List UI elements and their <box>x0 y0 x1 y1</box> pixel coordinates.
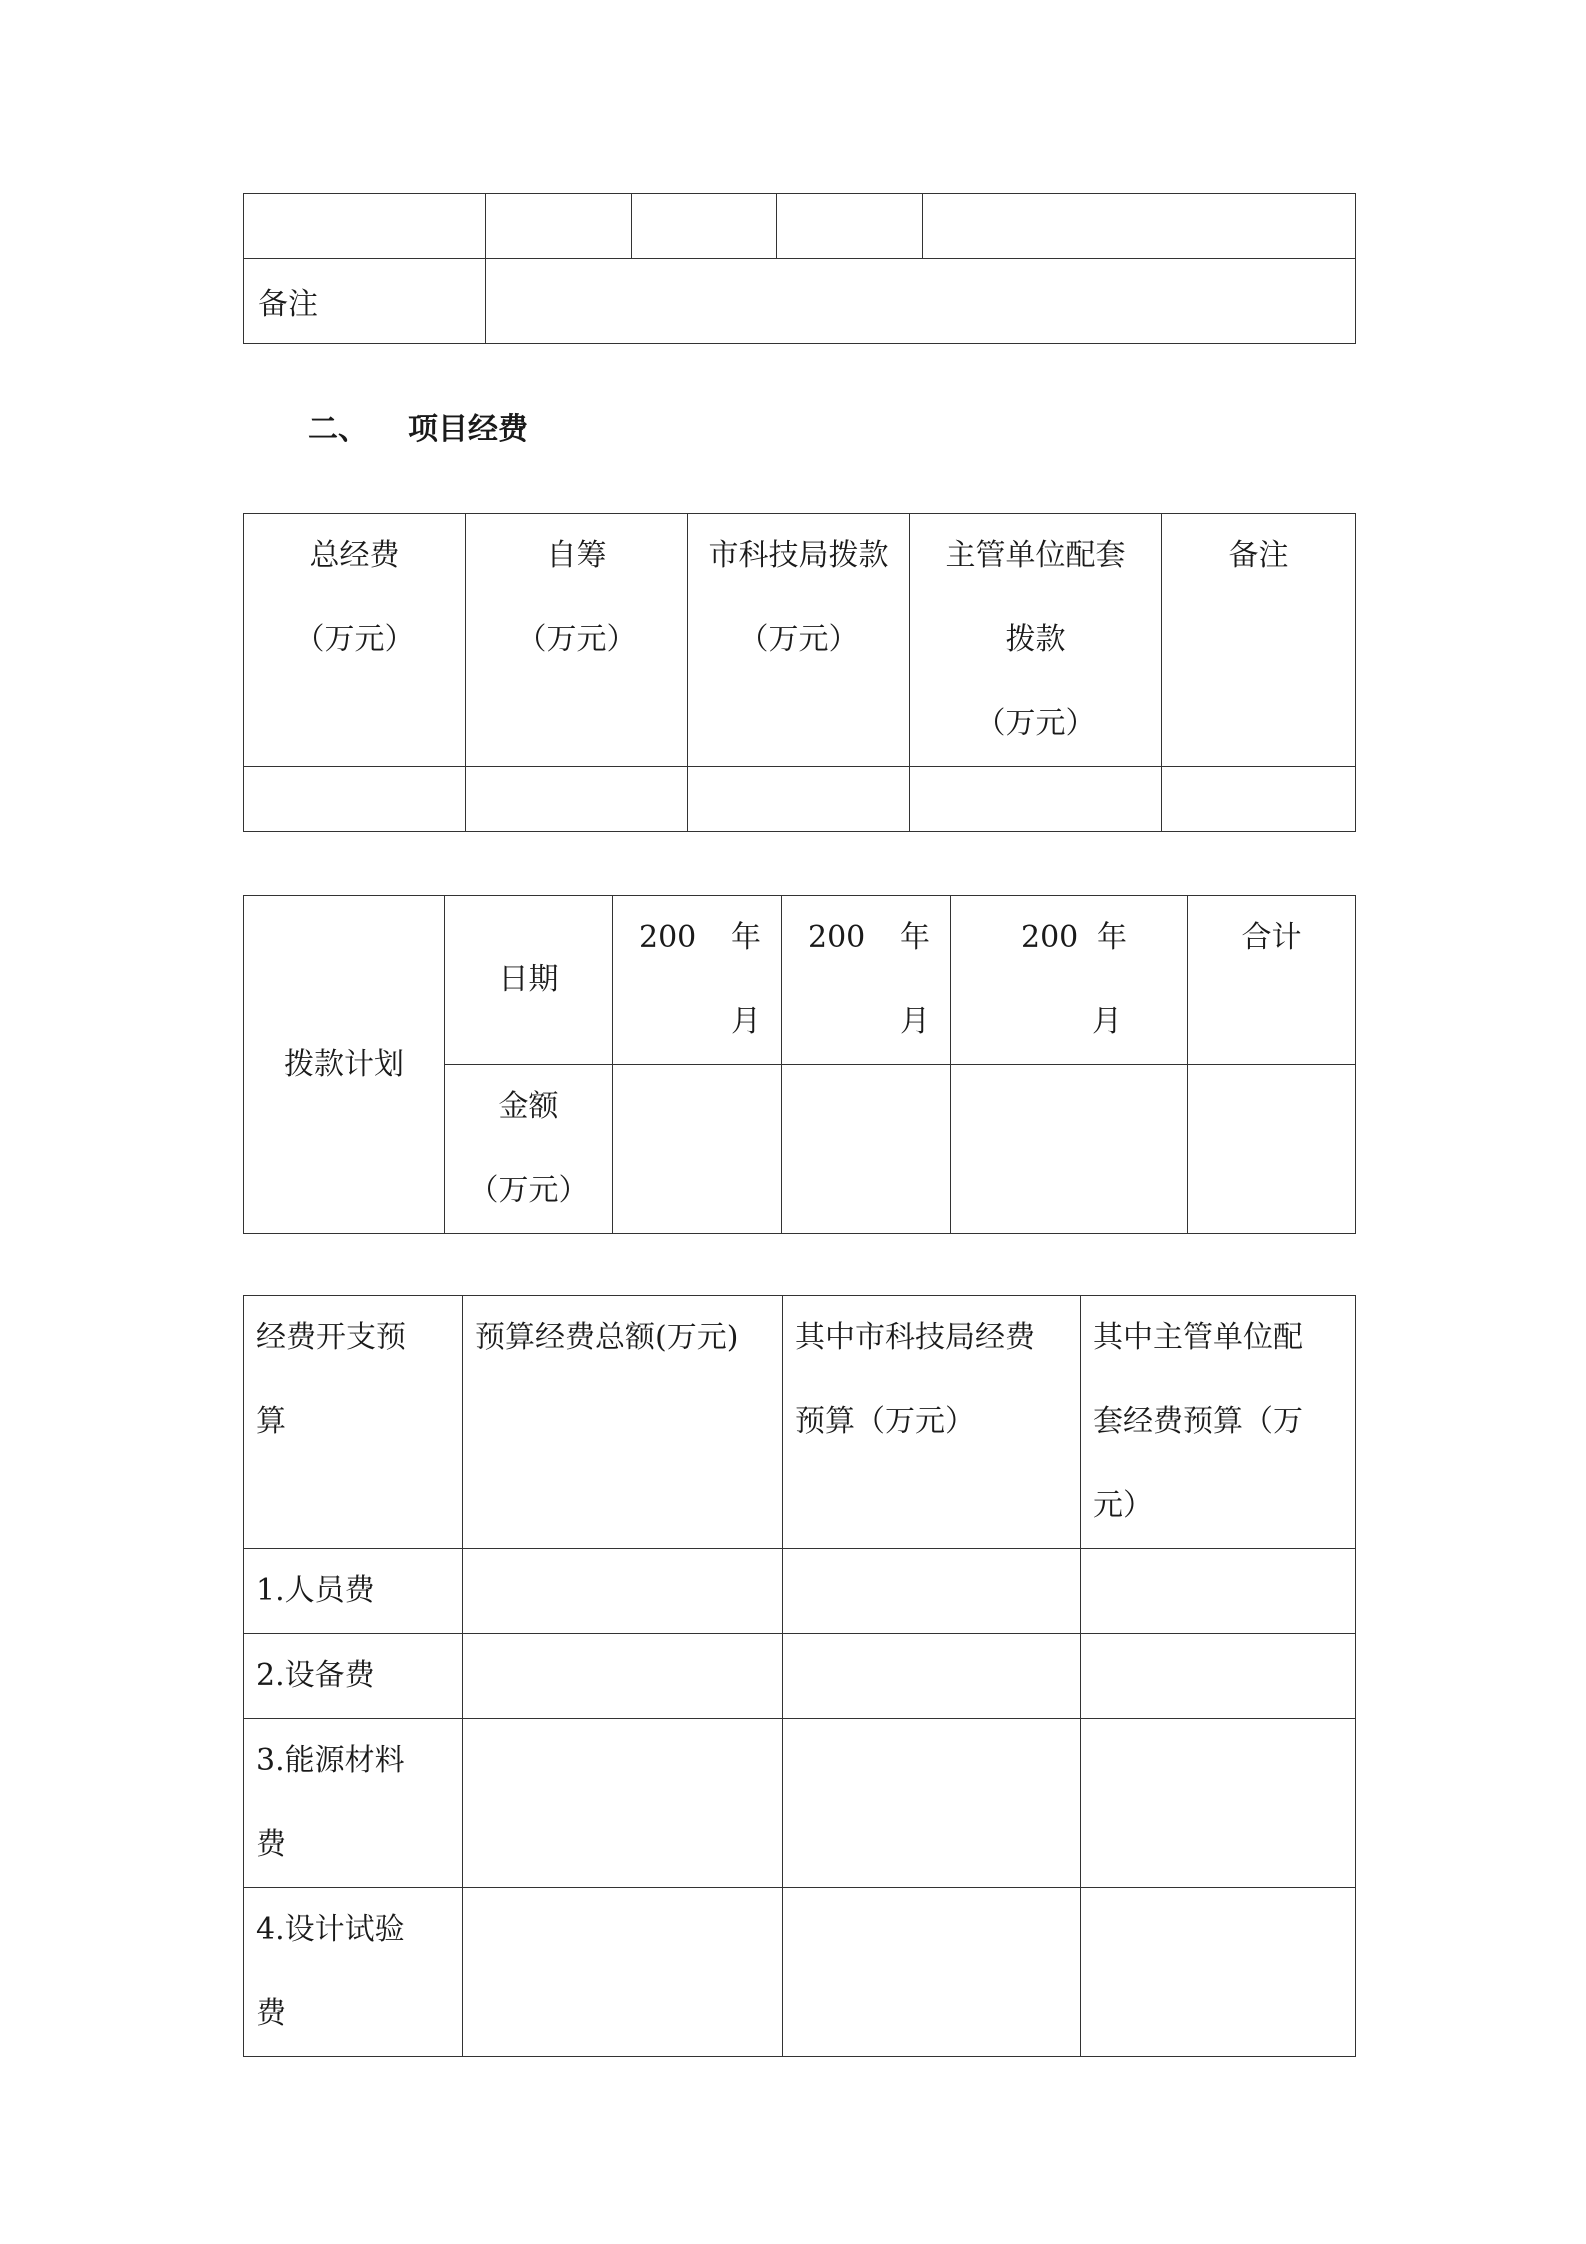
remark-field[interactable] <box>486 259 1356 344</box>
table-cell[interactable] <box>1081 1719 1356 1888</box>
row-label-design-testing: 4.设计试验 费 <box>244 1888 463 2057</box>
header-budget-item: 经费开支预 算 <box>244 1296 463 1549</box>
year-prefix: 200 <box>808 920 866 955</box>
amount-cell-1[interactable] <box>613 1065 782 1234</box>
payment-plan-label: 拨款计划 <box>244 896 445 1234</box>
row-label-equipment: 2.设备费 <box>244 1634 463 1719</box>
header-supervisor-matching: 主管单位配套 拨款 （万元） <box>910 514 1162 767</box>
header-budget-total: 预算经费总额(万元) <box>463 1296 783 1549</box>
header-self-raised: 自筹 （万元） <box>466 514 688 767</box>
funding-table <box>243 513 1356 832</box>
table-cell[interactable] <box>244 194 486 259</box>
header-supervisor-budget: 其中主管单位配 套经费预算（万 元） <box>1081 1296 1356 1549</box>
year-char: 年 <box>900 920 930 955</box>
table-cell[interactable] <box>777 194 923 259</box>
table-cell[interactable] <box>783 1634 1081 1719</box>
info-table-tail <box>243 193 1356 344</box>
total-label: 合计 <box>1188 896 1356 1065</box>
amount-label: 金额 （万元） <box>445 1065 613 1234</box>
input-city-bureau-grant[interactable] <box>688 767 910 832</box>
month-char: 月 <box>1092 1004 1122 1039</box>
input-supervisor-matching[interactable] <box>910 767 1162 832</box>
date-cell-1[interactable] <box>613 896 782 1065</box>
date-cell-3[interactable] <box>951 896 1188 1065</box>
header-remark: 备注 <box>1162 514 1356 767</box>
month-char: 月 <box>731 1004 761 1039</box>
table-cell[interactable] <box>783 1719 1081 1888</box>
section-heading <box>308 404 528 448</box>
row-label-personnel: 1.人员费 <box>244 1549 463 1634</box>
payment-plan-table <box>243 895 1356 1234</box>
month-char: 月 <box>900 1004 930 1039</box>
section-number: 二、 <box>308 412 368 447</box>
input-total-funding[interactable] <box>244 767 466 832</box>
budget-table <box>243 1295 1356 2057</box>
table-cell[interactable] <box>463 1719 783 1888</box>
year-char: 年 <box>731 920 761 955</box>
header-city-bureau-grant: 市科技局拨款 （万元） <box>688 514 910 767</box>
date-label: 日期 <box>445 896 613 1065</box>
table-cell[interactable] <box>783 1888 1081 2057</box>
table-cell[interactable] <box>783 1549 1081 1634</box>
input-remark[interactable] <box>1162 767 1356 832</box>
table-cell[interactable] <box>486 194 632 259</box>
table-cell[interactable] <box>1081 1634 1356 1719</box>
table-cell[interactable] <box>632 194 777 259</box>
header-total-funding: 总经费 （万元） <box>244 514 466 767</box>
table-cell[interactable] <box>923 194 1356 259</box>
date-cell-2[interactable] <box>782 896 951 1065</box>
amount-cell-3[interactable] <box>951 1065 1188 1234</box>
table-cell[interactable] <box>463 1634 783 1719</box>
amount-cell-2[interactable] <box>782 1065 951 1234</box>
remark-label: 备注 <box>244 259 486 344</box>
table-cell[interactable] <box>463 1888 783 2057</box>
year-char: 年 <box>1097 920 1127 955</box>
amount-total-cell[interactable] <box>1188 1065 1356 1234</box>
input-self-raised[interactable] <box>466 767 688 832</box>
table-cell[interactable] <box>1081 1549 1356 1634</box>
section-title: 项目经费 <box>408 412 528 447</box>
header-city-bureau-budget: 其中市科技局经费 预算（万元） <box>783 1296 1081 1549</box>
year-prefix: 200 <box>1021 920 1079 955</box>
year-prefix: 200 <box>639 920 697 955</box>
row-label-energy-materials: 3.能源材料 费 <box>244 1719 463 1888</box>
table-cell[interactable] <box>463 1549 783 1634</box>
table-cell[interactable] <box>1081 1888 1356 2057</box>
